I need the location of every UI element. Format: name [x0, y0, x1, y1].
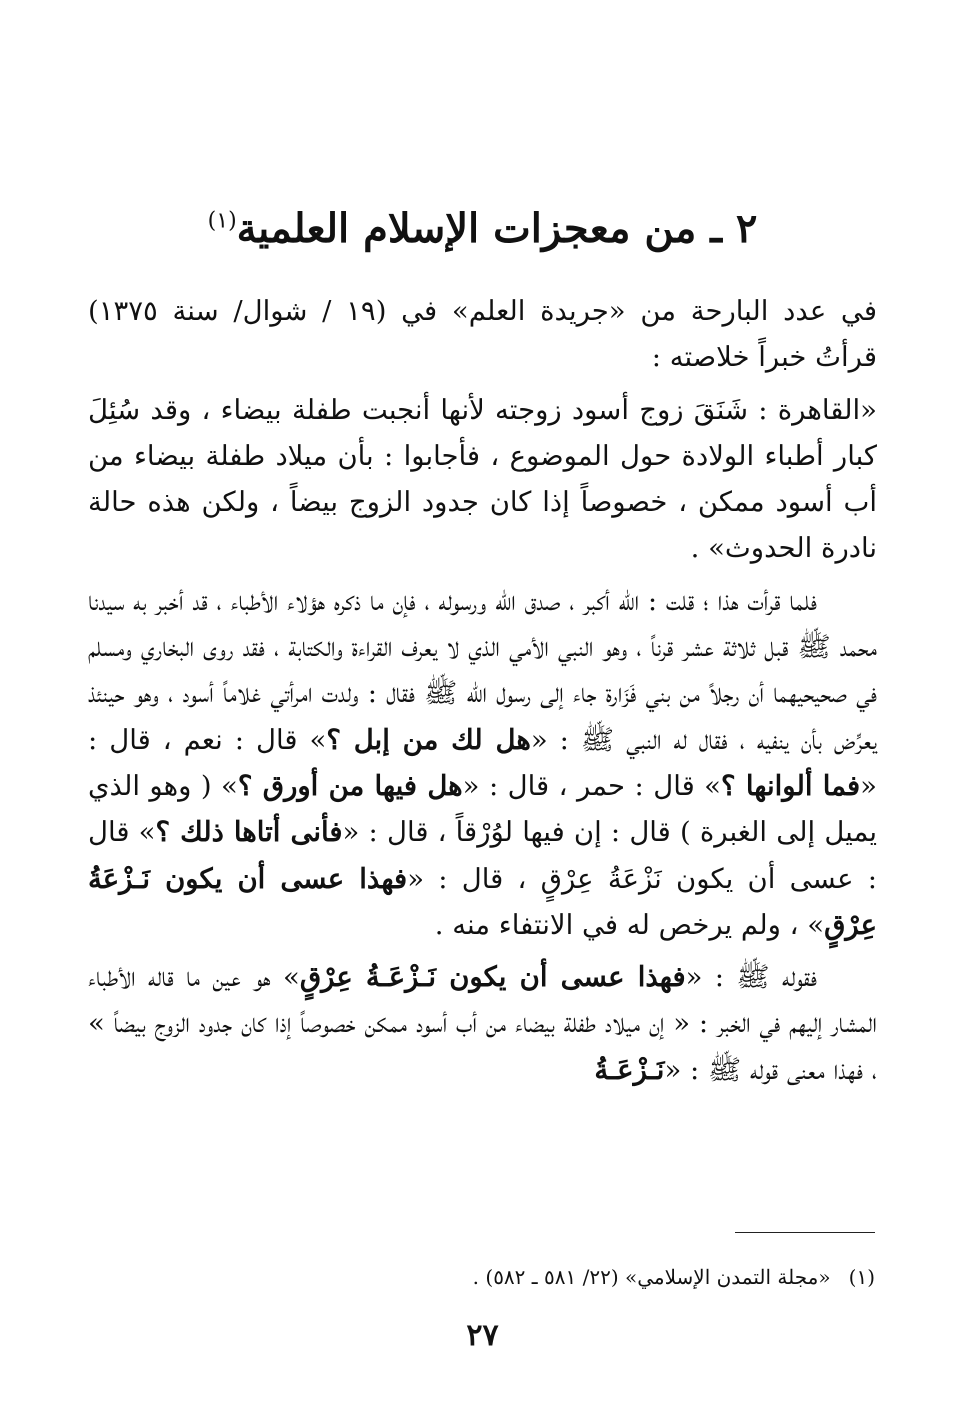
hadith-quote: فهذا عسى أن يكون نَـزْعَةُ عِرْقٍ	[88, 862, 877, 941]
hadith-quote: هل لك من إبل ؟	[326, 723, 531, 756]
page-title	[80, 205, 885, 253]
footnote-divider	[735, 1232, 875, 1233]
paragraph-1: في عدد البارحة من «جريدة العلم» في (١٩ / شوال/ سنة ١٣٧٥) قرأتُ خبراً خلاصته :	[88, 295, 878, 374]
paragraph-4-segment: فقوله ﷺ : «	[685, 961, 818, 994]
paragraph-3-segment: » قال : عسى أن يكون نَزْعَةُ عِرْقٍ ، قال : «	[88, 816, 878, 895]
paragraph-3-segment: » قال : نعم ، قال : «	[88, 723, 877, 802]
footnote	[88, 1262, 875, 1292]
paragraph-4	[88, 954, 877, 1093]
body-text	[88, 288, 877, 1099]
page-number: ٢٧	[466, 1318, 499, 1353]
paragraph-4-segment: » هو عين ما قاله الأطباء المشار إليهم في الخبر : « إن ميلاد طفلة بيضاء من أب أسود ممكن خصوصاً إذا كان جدود الزوج بيضاً » ، فهذا معنى قوله ﷺ : «	[88, 961, 877, 1086]
paragraph-3	[88, 578, 877, 948]
paragraph-3-segment: » قال : حمر ، قال : «	[462, 769, 721, 802]
title-text: ٢ ـ من معجزات الإسلام العلمية	[236, 204, 758, 252]
paragraph-2: «القاهرة : شَنَقَ زوج أسود زوجته لأنها أنجبت طفلة بيضاء ، وقد سُئِلَ كبار أطباء الولادة حول الموضوع ، فأجابوا : بأن ميلاد طفلة بيضاء من أب أسود ممكن ، خصوصاً إذا كان جدود الزوج بيضاً ، ولكن هذه حالة نادرة الحدوث» .	[88, 393, 877, 565]
hadith-quote: فما ألوانها ؟	[721, 769, 861, 802]
footnote-text: «مجلة التمدن الإسلامي» (٢٢/ ٥٨١ ـ ٥٨٢) .	[472, 1265, 831, 1289]
paragraph-3-segment: فلما قرأت هذا ؛ قلت : الله أكبر ، صدق الله ورسوله ، فإن ما ذكره هؤلاء الأطباء ، قد أخبر به سيدنا محمد ﷺ قبل ثلاثة عشر قرناً ، وهو النبي الأمي الذي لا يعرف القراءة والكتابة ، فقد روى البخاري ومسلم في صحيحيهما أن رجلاً من بني فَزَارة جاء إلى رسول الله ﷺ فقال : ولدت امرأتي غلاماً أسود ، وهو حينئذ يعرِّض بأن ينفيه ، فقال له النبي ﷺ : «	[88, 584, 877, 756]
footnote-marker: (١)	[848, 1265, 875, 1289]
hadith-quote: فهذا عسى أن يكون نَـزْعَـةُ عِرْقٍ	[299, 961, 686, 994]
hadith-quote: فأنى أتاها ذلك ؟	[155, 816, 343, 849]
paragraph-3-segment: » ، ولم يرخص له في الانتفاء منه .	[434, 908, 825, 941]
paragraph-3-segment: » ( وهو الذي يميل إلى الغبرة ) قال : إن فيها لوُرْقاً ، قال : «	[88, 769, 877, 849]
hadith-quote: نَـزْعَـةُ	[594, 1053, 665, 1086]
hadith-quote: هل فيها من أورق ؟	[237, 769, 463, 802]
title-footnote-marker: (١)	[207, 208, 237, 234]
